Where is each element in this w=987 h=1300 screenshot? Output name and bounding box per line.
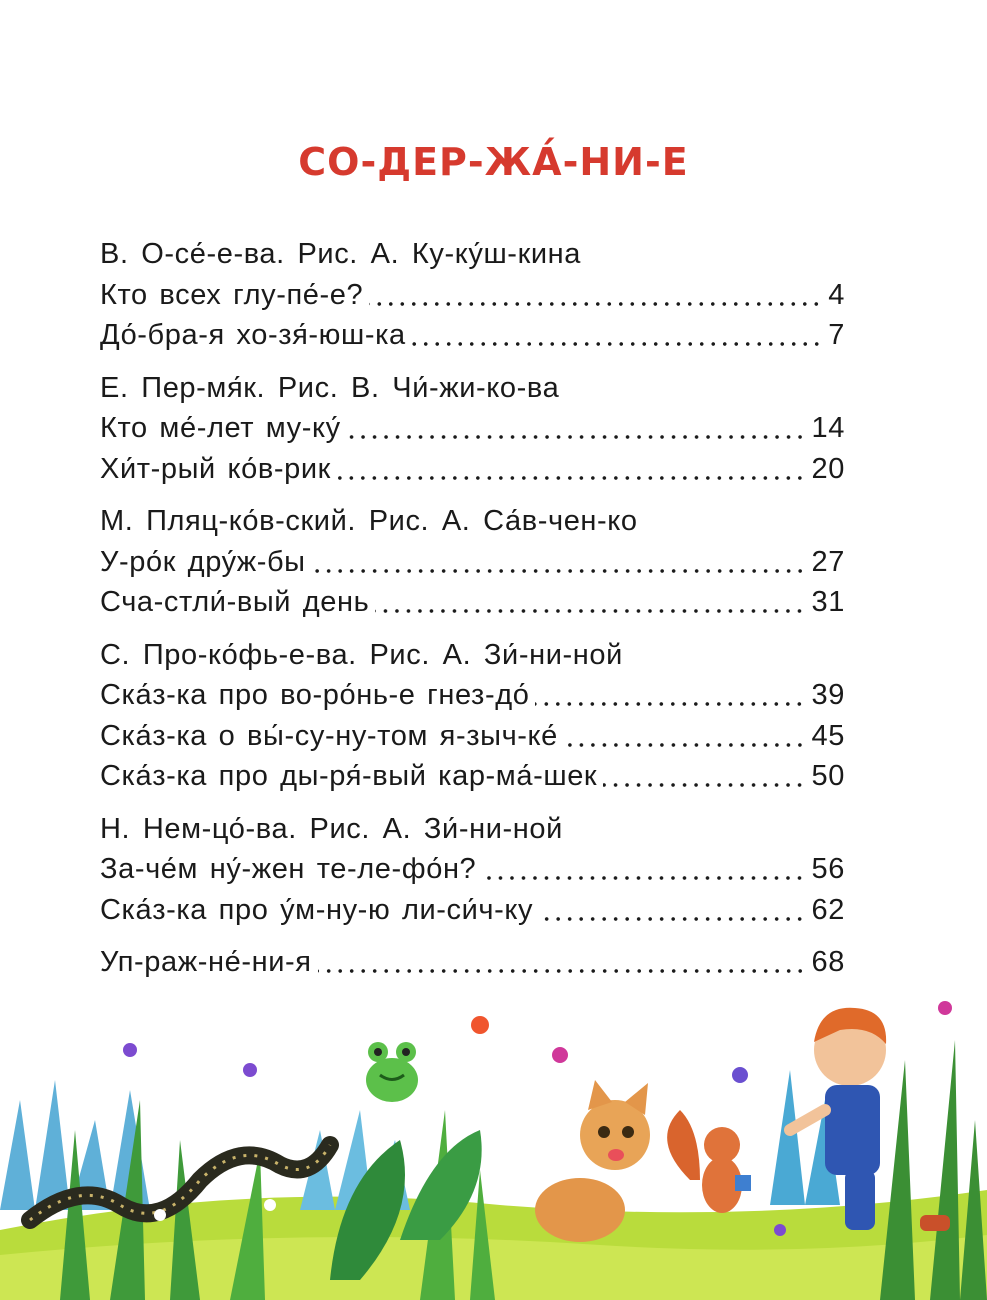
flower [732,1067,748,1083]
section-author: Е. Пер-мя́к. Рис. В. Чи́-жи-ко-ва [100,371,560,404]
page-title: СО-ДЕР-ЖА́-НИ-Е [298,140,689,184]
dot-leader [539,915,805,923]
entry-page: 39 [811,679,845,711]
table-of-contents [100,234,845,995]
toc-entry[interactable] [100,275,845,316]
dot-leader [369,300,822,308]
toc-section-final [100,942,845,983]
entry-page: 27 [811,545,845,578]
entry-page: 56 [811,853,845,885]
flower [154,1209,166,1221]
entry-title: Сча-стли́-вый день [100,586,370,618]
flower [471,1016,489,1034]
entry-title: У-ро́к дру́ж-бы [100,545,306,578]
toc-entry[interactable] [100,942,845,983]
entry-title: Кто всех глу-пе́-е? [100,278,364,311]
toc-section [100,635,845,797]
dot-leader [312,567,806,575]
dot-leader [347,433,806,441]
flower [938,1001,952,1015]
toc-entry[interactable] [100,890,845,931]
flower [552,1047,568,1063]
dot-leader [535,700,805,708]
dot-leader [337,474,806,482]
entry-page: 14 [811,412,845,444]
entry-title: Ска́з-ка про ды-ря́-вый кар-ма́-шек [100,760,598,792]
entry-title: Кто ме́-лет му-ку́ [100,412,341,444]
toc-entry[interactable] [100,408,845,449]
entry-title: Ска́з-ка о вы́-су-ну-том я-зыч-ке́ [100,719,558,752]
entry-page: 50 [811,760,845,792]
toc-section [100,809,845,931]
toc-entry[interactable] [100,582,845,623]
frog [366,1042,418,1102]
toc-entry[interactable] [100,315,845,356]
flower [264,1199,276,1211]
dot-leader [603,781,805,789]
entry-page: 45 [811,719,845,752]
flower [123,1043,137,1057]
dot-leader [375,607,805,615]
section-author: С. Про-ко́фь-е-ва. Рис. А. Зи́-ни-ной [100,638,623,671]
dot-leader [412,340,822,348]
entry-title: Ска́з-ка про во-ро́нь-е гнез-до́ [100,679,530,711]
entry-title: Уп-раж-не́-ни-я [100,946,312,978]
dot-leader [482,874,805,882]
toc-entry[interactable] [100,849,845,890]
flower [243,1063,257,1077]
toc-entry[interactable] [100,716,845,757]
squirrel [667,1110,751,1213]
toc-entry[interactable] [100,675,845,716]
flower [774,1224,786,1236]
dot-leader [318,967,806,975]
entry-page: 62 [811,893,845,926]
toc-entry[interactable] [100,449,845,490]
entry-page: 7 [828,319,845,351]
entry-title: До́-бра-я хо-зя́-юш-ка [100,319,406,351]
meadow-illustration [0,980,987,1300]
entry-title: Ска́з-ка про у́м-ну-ю ли-си́ч-ку [100,893,534,926]
toc-entry[interactable] [100,756,845,797]
section-author: В. О-се́-е-ва. Рис. А. Ку-ку́ш-кина [100,238,581,270]
toc-section [100,368,845,490]
entry-page: 31 [811,586,845,618]
section-author: Н. Нем-цо́-ва. Рис. А. Зи́-ни-ной [100,812,563,845]
entry-page: 20 [811,452,845,485]
entry-title: За-че́м ну́-жен те-ле-фо́н? [100,853,477,885]
entry-title: Хи́т-рый ко́в-рик [100,452,331,485]
toc-entry[interactable] [100,542,845,583]
section-author: М. Пляц-ко́в-ский. Рис. А. Са́в-чен-ко [100,505,638,537]
toc-section [100,234,845,356]
toc-section [100,501,845,623]
entry-page: 4 [828,278,845,311]
entry-page: 68 [811,946,845,978]
dot-leader [564,741,806,749]
